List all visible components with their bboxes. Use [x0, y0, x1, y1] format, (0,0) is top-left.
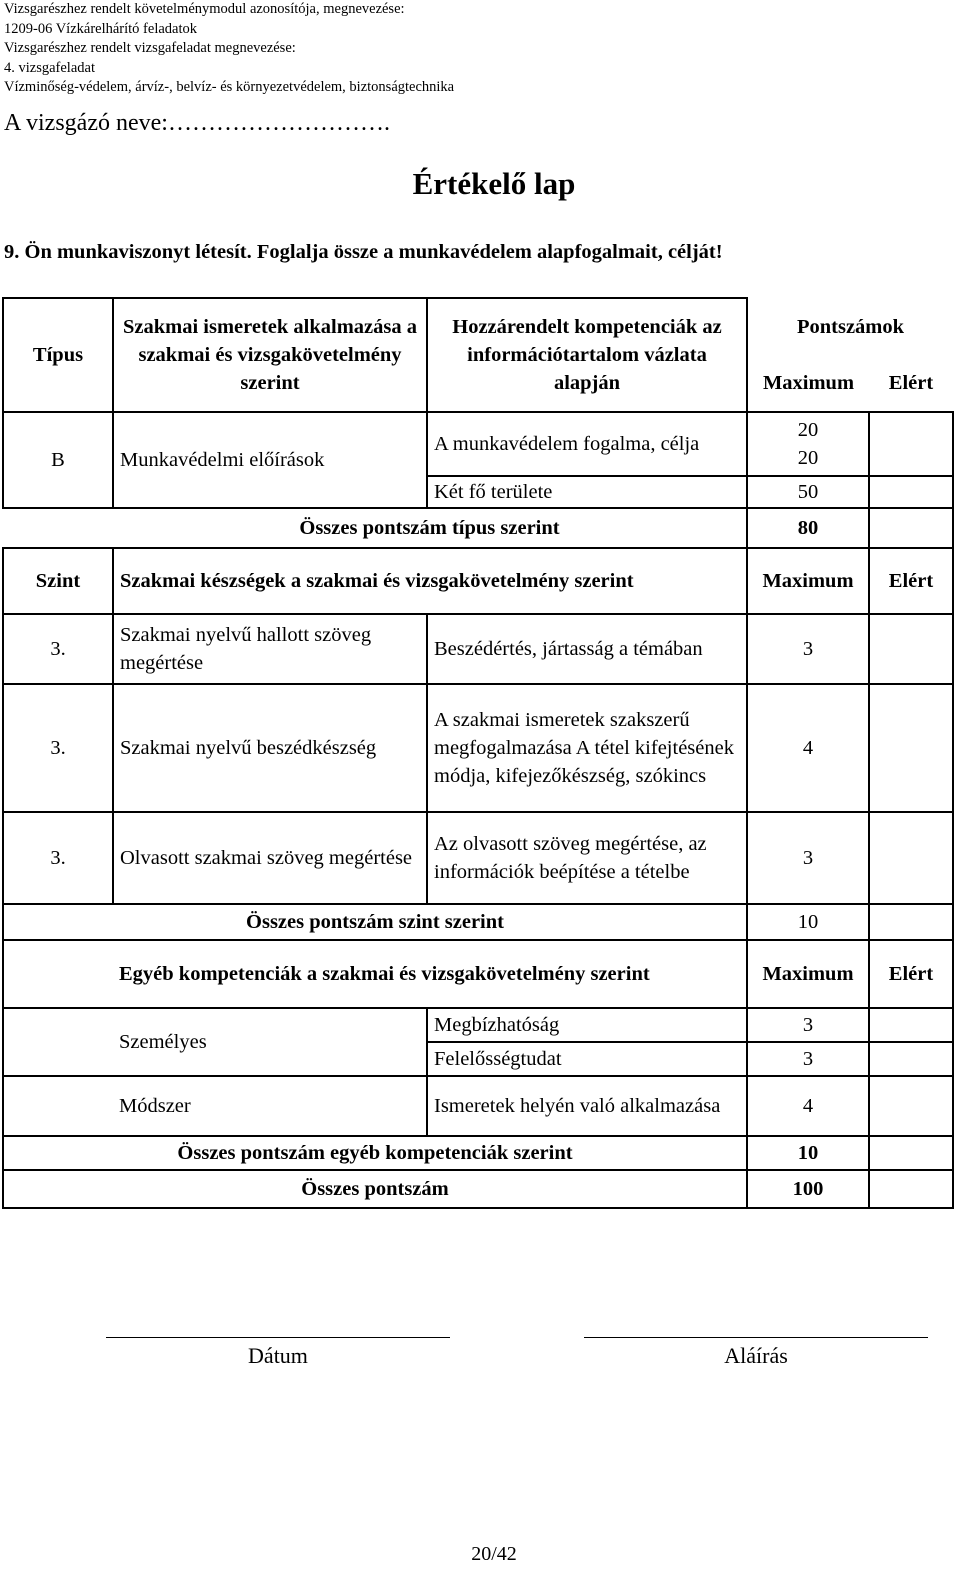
col-head-competencies: Hozzárendelt kompetenciák az információtartalom vázlata alapján — [427, 298, 747, 412]
skill-max: 4 — [747, 684, 869, 812]
skill-description: Az olvasott szöveg megértése, az információk beépítése a tételbe — [427, 812, 747, 904]
section-b-item-2: Két fő területe — [427, 476, 747, 508]
evaluation-table — [2, 297, 954, 1209]
skills-total-max: 10 — [747, 904, 869, 940]
skill-description: Beszédértés, jártasság a témában — [427, 614, 747, 684]
skill-name: Szakmai nyelvű hallott szöveg megértése — [113, 614, 427, 684]
other-method-item-achieved[interactable] — [869, 1076, 953, 1136]
other-personal-item-2-achieved[interactable] — [869, 1042, 953, 1076]
other-personal-item-2: Felelősségtudat — [427, 1042, 747, 1076]
section-b-type: B — [3, 412, 113, 508]
other-total-max: 10 — [747, 1136, 869, 1170]
skill-name: Szakmai nyelvű beszédkészség — [113, 684, 427, 812]
col-head-points: Pontszámok — [796, 315, 905, 338]
other-head-achieved: Elért — [869, 940, 953, 1008]
other-personal-item-1-max: 3 — [747, 1008, 869, 1042]
date-signature-line — [106, 1337, 450, 1338]
section-b-total-max: 80 — [747, 508, 869, 548]
examinee-name-label: A vizsgázó neve:………………………. — [4, 110, 390, 136]
col-head-achieved: Elért — [888, 372, 934, 394]
grand-total-max: 100 — [747, 1170, 869, 1208]
other-personal-item-2-max: 3 — [747, 1042, 869, 1076]
header-line-2: 1209-06 Vízkárelhárító feladatok — [4, 20, 197, 37]
other-personal-item-1: Megbízhatóság — [427, 1008, 747, 1042]
col-head-knowledge: Szakmai ismeretek alkalmazása a szakmai és vizsgakövetelmény szerint — [113, 298, 427, 412]
other-method-item: Ismeretek helyén való alkalmazása — [427, 1076, 747, 1136]
skill-achieved[interactable] — [869, 614, 953, 684]
task-statement: 9. Ön munkaviszonyt létesít. Foglalja össze a munkavédelem alapfogalmait, célját! — [4, 241, 723, 263]
section-b-item-1-max — [747, 412, 869, 476]
section-b-total-achieved[interactable] — [869, 508, 953, 548]
skill-level: 3. — [3, 614, 113, 684]
skill-max: 3 — [747, 812, 869, 904]
table-row — [3, 684, 953, 812]
header-line-5: Vízminőség-védelem, árvíz-, belvíz- és környezetvédelem, biztonságtechnika — [4, 79, 455, 95]
skill-name: Olvasott szakmai szöveg megértése — [113, 812, 427, 904]
skill-max: 3 — [747, 614, 869, 684]
table-row — [3, 812, 953, 904]
skill-level: 3. — [3, 812, 113, 904]
other-total-achieved[interactable] — [869, 1136, 953, 1170]
table-row — [3, 614, 953, 684]
page-number: 20/42 — [471, 1543, 517, 1565]
level-head-max: Maximum — [747, 548, 869, 614]
page-title: Értékelő lap — [412, 166, 576, 201]
col-head-type: Típus — [3, 298, 113, 412]
section-b-item-1-max-b: 20 — [797, 447, 819, 469]
level-head-level: Szint — [3, 548, 113, 614]
section-b-item-1-achieved[interactable] — [869, 412, 953, 476]
header-line-4: 4. vizsgafeladat — [4, 59, 95, 76]
other-total-label: Összes pontszám egyéb kompetenciák szerint — [3, 1136, 747, 1170]
section-b-name: Munkavédelmi előírások — [113, 412, 427, 508]
skill-description: A szakmai ismeretek szakszerű megfogalmazása A tétel kifejtésének módja, kifejezőkészség, szókincs — [427, 684, 747, 812]
date-label: Dátum — [248, 1343, 308, 1368]
other-method-label: Módszer — [113, 1076, 427, 1136]
skill-achieved[interactable] — [869, 812, 953, 904]
other-head-label: Egyéb kompetenciák a szakmai és vizsgakövetelmény szerint — [113, 940, 747, 1008]
section-b-item-1: A munkavédelem fogalma, célja — [427, 412, 747, 476]
other-head-max: Maximum — [747, 940, 869, 1008]
section-b-item-1-max-a: 20 — [797, 419, 819, 441]
section-b-item-2-max: 50 — [747, 476, 869, 508]
section-b-total-label: Összes pontszám típus szerint — [113, 508, 747, 548]
other-personal-label: Személyes — [113, 1008, 427, 1076]
grand-total-achieved[interactable] — [869, 1170, 953, 1208]
other-method-item-max: 4 — [747, 1076, 869, 1136]
level-head-skills: Szakmai készségek a szakmai és vizsgakövetelmény szerint — [113, 548, 747, 614]
header-line-1: Vizsgarészhez rendelt követelménymodul azonosítója, megnevezése: — [4, 1, 405, 17]
signature-line — [584, 1337, 928, 1338]
col-head-max: Maximum — [762, 372, 855, 394]
level-head-achieved: Elért — [869, 548, 953, 614]
grand-total-label: Összes pontszám — [3, 1170, 747, 1208]
skills-total-achieved[interactable] — [869, 904, 953, 940]
document-header — [4, 0, 454, 98]
signature-label: Aláírás — [724, 1343, 788, 1368]
header-line-3: Vizsgarészhez rendelt vizsgafeladat megnevezése: — [4, 40, 296, 56]
skill-achieved[interactable] — [869, 684, 953, 812]
other-personal-item-1-achieved[interactable] — [869, 1008, 953, 1042]
section-b-item-2-achieved[interactable] — [869, 476, 953, 508]
skills-total-label: Összes pontszám szint szerint — [3, 904, 747, 940]
skill-level: 3. — [3, 684, 113, 812]
